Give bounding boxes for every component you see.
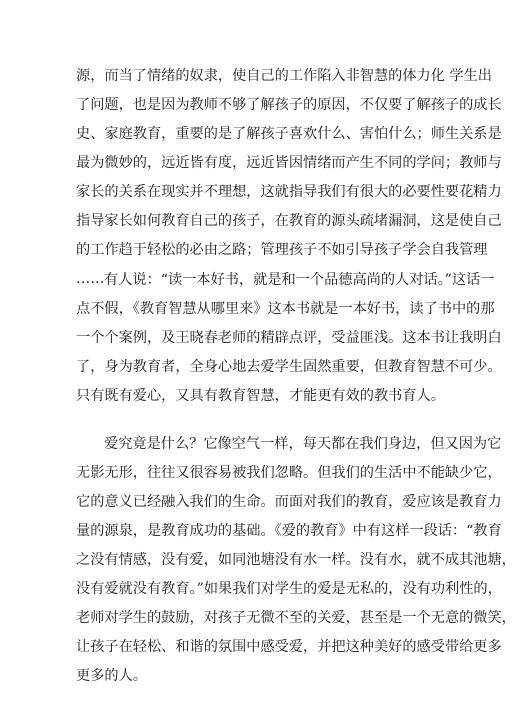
paragraph-line: 家长的关系在现实并不理想，这就指导我们有很大的必要性要花精力	[76, 184, 502, 200]
paragraph-line: 没有爱就没有教育。”如果我们对学生的爱是无私的，没有功利性的，	[76, 581, 502, 597]
paragraph-1	[76, 62, 502, 294]
paragraph-line: 量的源泉，是教育成功的基础。《爱的教育》中有这样一段话：“教育	[76, 523, 502, 539]
paragraph-line: 有人说：“读一本好书，就是和一个品德高尚的人对话。”这话一	[104, 272, 495, 288]
paragraph-line: 了，身为教育者，全身心地去爱学生固然重要，但教育智慧不可少。	[76, 359, 502, 375]
paragraph-line: 指导家长如何教育自己的孩子，在教育的源头疏堵漏洞，这是使自己	[76, 213, 502, 229]
paragraph-line: 老师对学生的鼓励，对孩子无微不至的关爱，甚至是一个无意的微笑，	[76, 610, 516, 626]
paragraph-line: 它的意义已经融入我们的生命。而面对我们的教育，爱应该是教育力	[76, 494, 502, 510]
paragraph-line: 一个个案例，及王晓春老师的精辟点评，受益匪浅。这本书让我明白	[76, 330, 502, 346]
paragraph-line: 最为微妙的，远近皆有度，远近皆因情绪而产生不同的学问；教师与	[76, 155, 502, 171]
paragraph-line: 更多的人。	[76, 668, 147, 684]
paragraph-line: 源，而当了情绪的奴隶，使自己的工作陷入非智慧的体力化 学生出	[76, 68, 492, 84]
paragraph-line: 只有既有爱心，又具有教育智慧，才能更有效的教书育人。	[76, 388, 445, 404]
paragraph-line: ……	[76, 271, 105, 287]
paragraph-line: 之没有情感，没有爱，如同池塘没有水一样。没有水，就不成其池塘，	[76, 552, 516, 568]
paragraph-3	[76, 430, 516, 691]
paragraph-line: 点不假，《教育智慧从哪里来》这本书就是一本好书，读了书中的那	[76, 301, 495, 317]
paragraph-line: 让孩子在轻松、和谐的氛围中感受爱，并把这种美好的感受带给更多	[76, 639, 502, 655]
paragraph-line: 无影无形，往往又很容易被我们忽略。但我们的生活中不能缺少它，	[76, 465, 502, 481]
paragraph-2	[76, 266, 502, 411]
paragraph-line: 爱究竟是什么？它像空气一样，每天都在我们身边，但又因为它	[104, 436, 502, 452]
paragraph-line: 的工作趋于轻松的必由之路；管理孩子不如引导孩子学会自我管理	[76, 242, 488, 258]
paragraph-line: 史、家庭教育，重要的是了解孩子喜欢什么、害怕什么；师生关系是	[76, 126, 502, 142]
paragraph-line: 了问题，也是因为教师不够了解孩子的原因，不仅要了解孩子的成长	[76, 97, 502, 113]
